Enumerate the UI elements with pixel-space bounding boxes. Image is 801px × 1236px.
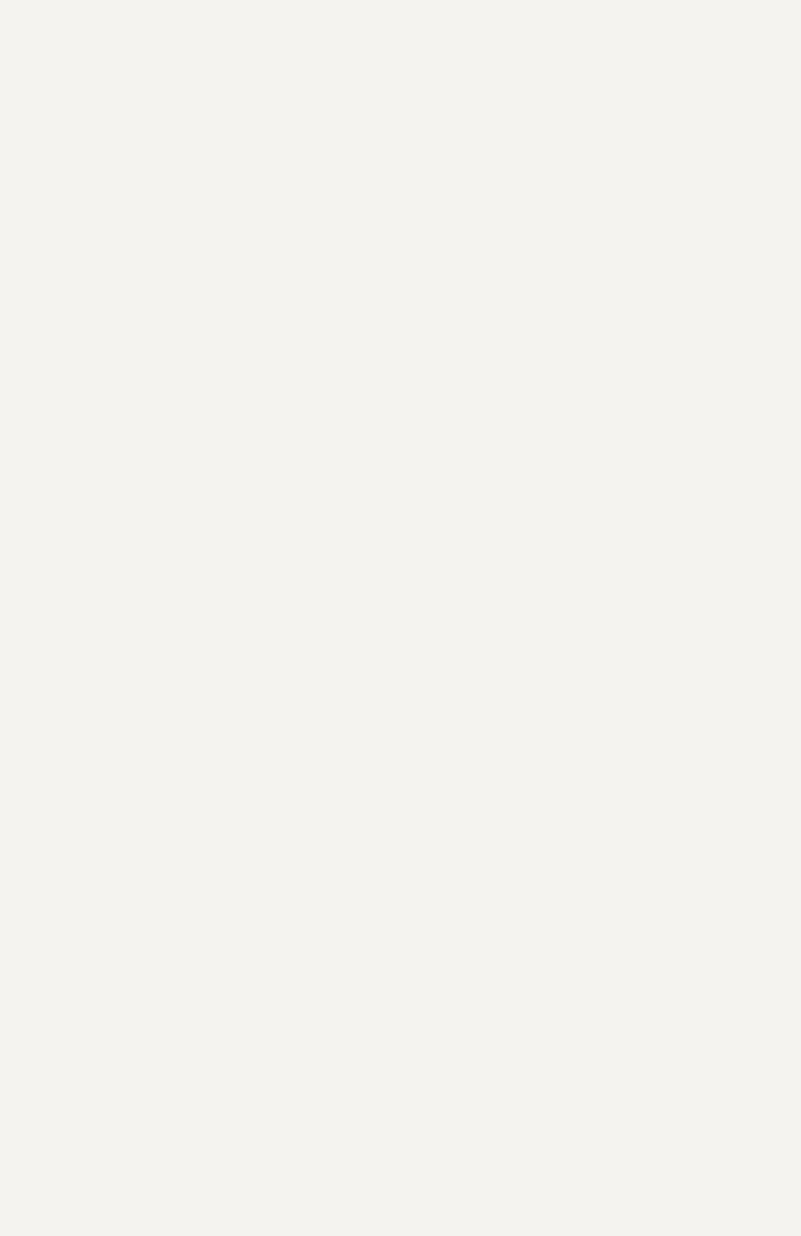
seite-label-right: [470, 26, 783, 44]
left-column: [52, 26, 274, 86]
right-column: [470, 26, 783, 44]
seite-label-left: [52, 26, 274, 44]
page-header: [0, 0, 801, 24]
